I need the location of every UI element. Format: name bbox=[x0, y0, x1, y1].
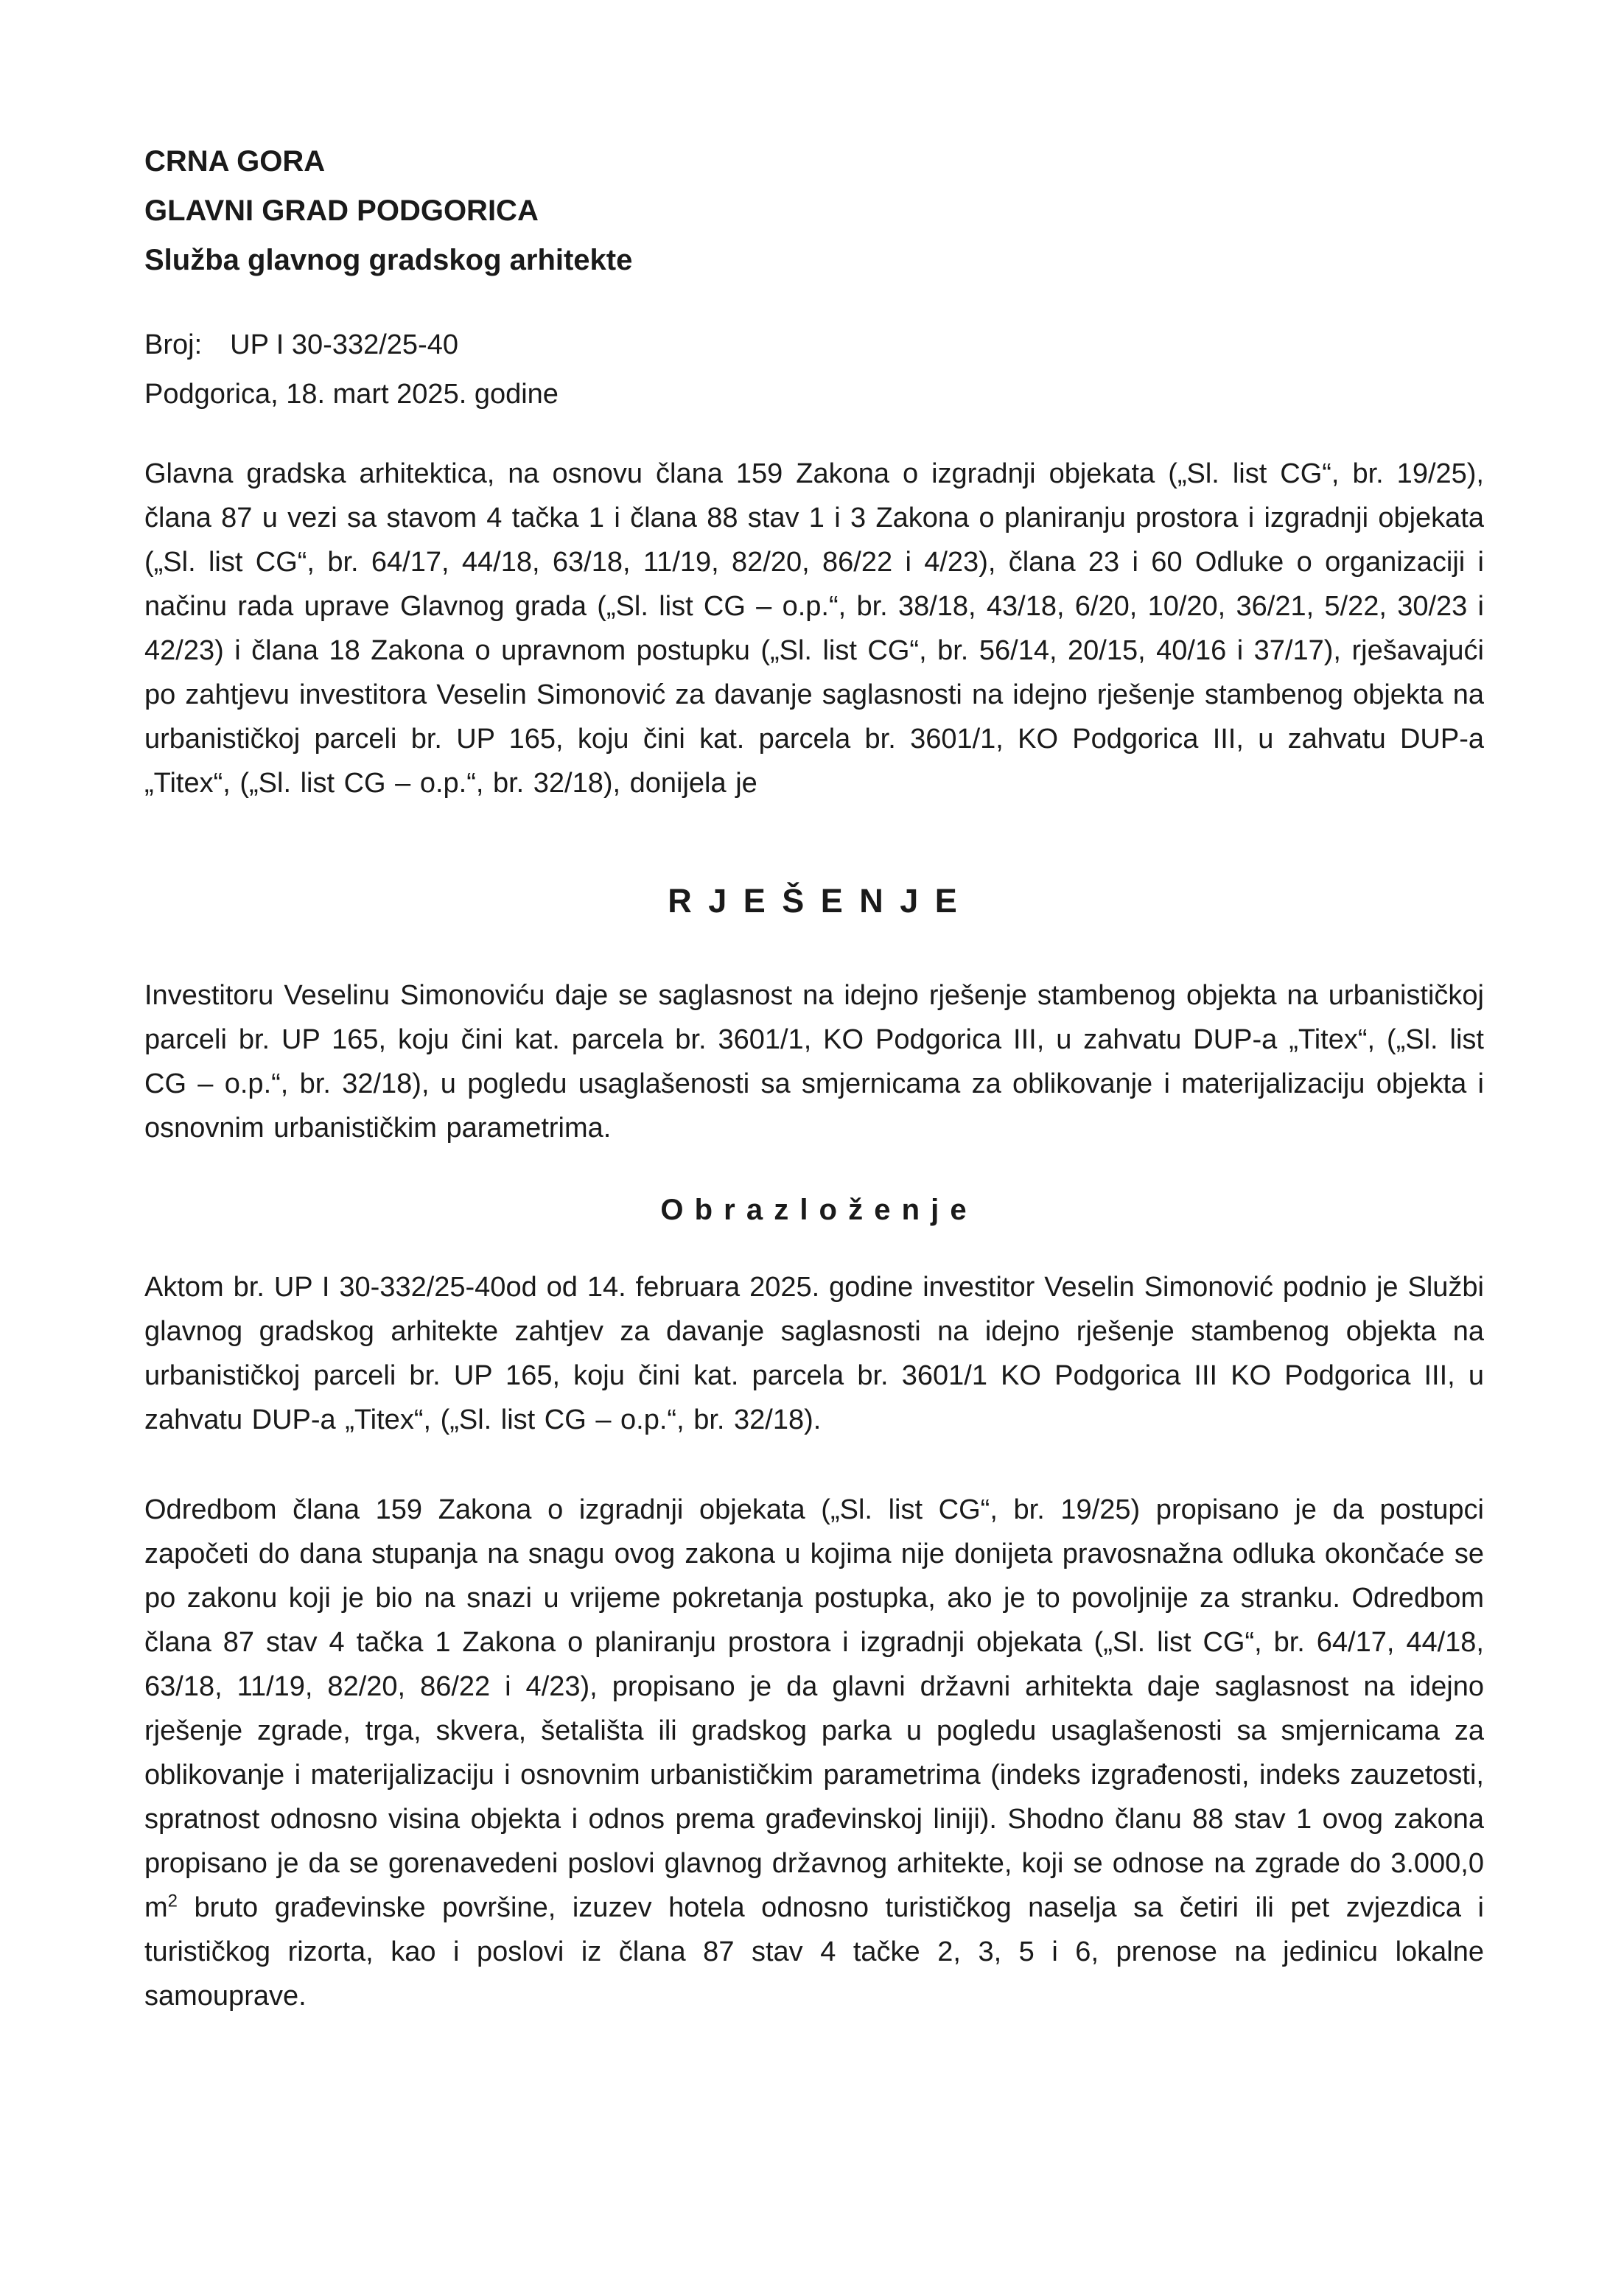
reference-block bbox=[144, 321, 1484, 419]
reference-number-value: UP I 30-332/25-40 bbox=[230, 329, 458, 360]
org-office-line: Služba glavnog gradskog arhitekte bbox=[144, 244, 633, 276]
square-meter-superscript: 2 bbox=[167, 1891, 178, 1911]
rationale-paragraph-2-text-end: bruto građevinske površine, izuzev hotela odnosno turističkog naselja sa četiri ili pet zvjezdica i turističkog rizorta, kao i poslovi iz člana 87 stav 4 tačke 2, 3, 5 i 6, prenose na jedinicu lokalne samouprave. bbox=[144, 1892, 1484, 2012]
organization-header bbox=[144, 137, 1484, 285]
reference-number-line bbox=[144, 321, 1484, 370]
ruling-heading: R J E Š E N J E bbox=[668, 882, 961, 920]
reference-number-label: Broj: bbox=[144, 329, 203, 360]
rationale-paragraph-2-text-start: Odredbom člana 159 Zakona o izgradnji objekata („Sl. list CG“, br. 19/25) propisano je da postupci započeti do dana stupanja na snagu ovog zakona u kojima nije donijeta pravosnažna odluka okončaće se po zakonu koji je bio na snazi u vrijeme pokretanja postupka, ako je to povoljnije za stranku. Odredbom člana 87 stav 4 tačka 1 Zakona o planiranju prostora i izgradnji objekata („Sl. list CG“, br. 64/17, 44/18, 63/18, 11/19, 82/20, 86/22 i 4/23), propisano je da glavni državni arhitekta daje saglasnost na idejno rješenje zgrade, trga, skvera, šetališta ili gradskog parka u pogledu usaglašenosti sa smjernicama za oblikovanje i materijalizaciju i osnovnim urbanističkim parametrima (indeks izgrađenosti, indeks zauzetosti, spratnost odnosno visina objekta i odnos prema građevinskoj liniji). Shodno članu 88 stav 1 ovog zakona propisano je da se gorenavedeni poslovi glavnog državnog arhitekte, koji se odnose na zgrade do 3.000,0 m bbox=[144, 1494, 1484, 1923]
rationale-heading: O b r a z l o ž e n j e bbox=[660, 1194, 968, 1226]
ruling-paragraph: Investitoru Veselinu Simonoviću daje se saglasnost na idejno rješenje stambenog objekta na urbanističkoj parceli br. UP 165, koju čini kat. parcela br. 3601/1, KO Podgorica III, u zahvatu DUP-a „Titex“, („Sl. list CG – o.p.“, br. 32/18), u pogledu usaglašenosti sa smjernicama za oblikovanje i materijalizaciju objekta i osnovnim urbanističkim parametrima. bbox=[144, 980, 1484, 1144]
org-country-line: CRNA GORA bbox=[144, 145, 326, 178]
rationale-paragraph-2 bbox=[144, 1488, 1484, 2018]
rationale-paragraph-1: Aktom br. UP I 30-332/25-40od od 14. februara 2025. godine investitor Veselin Simonović podnio je Službi glavnog gradskog arhitekte zahtjev za davanje saglasnosti na idejno rješenje stambenog objekta na urbanističkoj parceli br. UP 165, koju čini kat. parcela br. 3601/1 KO Podgorica III KO Podgorica III, u zahvatu DUP-a „Titex“, („Sl. list CG – o.p.“, br. 32/18). bbox=[144, 1272, 1484, 1435]
org-city-line: GLAVNI GRAD PODGORICA bbox=[144, 195, 539, 227]
preamble-paragraph: Glavna gradska arhitektica, na osnovu člana 159 Zakona o izgradnji objekata („Sl. list CG“, br. 19/25), člana 87 u vezi sa stavom 4 tačka 1 i člana 88 stav 1 i 3 Zakona o planiranju prostora i izgradnji objekata („Sl. list CG“, br. 64/17, 44/18, 63/18, 11/19, 82/20, 86/22 i 4/23), člana 23 i 60 Odluke o organizaciji i načinu rada uprave Glavnog grada („Sl. list CG – o.p.“, br. 38/18, 43/18, 6/20, 10/20, 36/21, 5/22, 30/23 i 42/23) i člana 18 Zakona o upravnom postupku („Sl. list CG“, br. 56/14, 20/15, 40/16 i 37/17), rješavajući po zahtjevu investitora Veselin Simonović za davanje saglasnosti na idejno rješenje stambenog objekta na urbanističkoj parceli br. UP 165, koju čini kat. parcela br. 3601/1, KO Podgorica III, u zahvatu DUP-a „Titex“, („Sl. list CG – o.p.“, br. 32/18), donijela je bbox=[144, 458, 1484, 799]
place-date-line: Podgorica, 18. mart 2025. godine bbox=[144, 379, 559, 410]
